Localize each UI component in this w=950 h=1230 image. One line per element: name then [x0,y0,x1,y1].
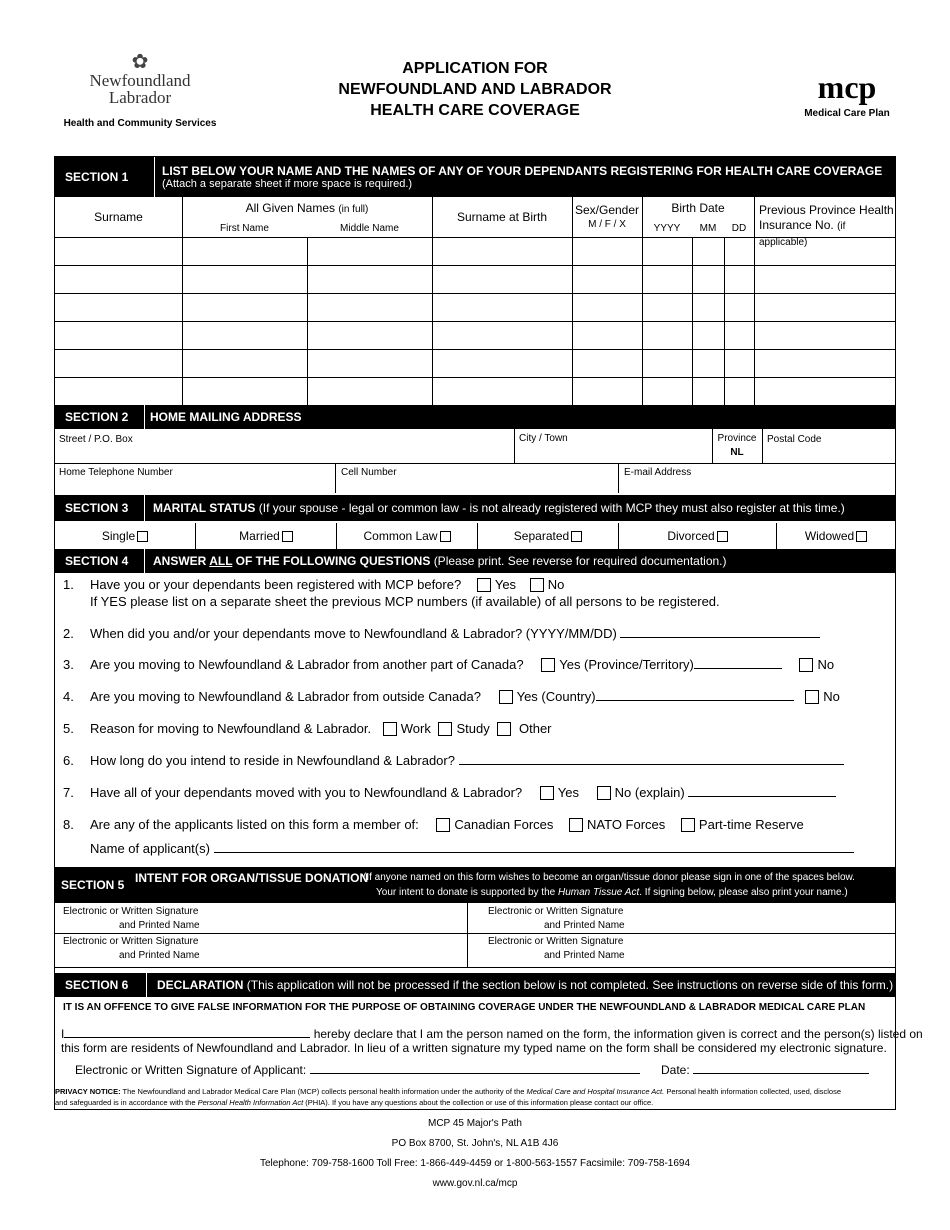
footer-phone: Telephone: 709-758-1600 Toll Free: 1-866-449-4459 or 1-800-563-1557 Facsimile: 709-758-1694 [259,1158,691,1169]
table-col-line [692,237,693,405]
declarant-name-line[interactable] [64,1027,310,1038]
address-row-line [55,463,895,464]
col-surname-at-birth: Surname at Birth [456,210,548,224]
q3-yes-checkbox[interactable] [541,658,555,672]
declaration-date[interactable]: Date: [661,1063,869,1077]
question-6: 6. How long do you intend to reside in Newfoundland & Labrador? [63,753,844,768]
q8-nato-checkbox[interactable] [569,818,583,832]
donor-signature-1[interactable]: Electronic or Written Signature and Printed Name [63,906,200,931]
section1-subheading: (Attach a separate sheet if more space is required.) [162,178,413,190]
applicant-signature[interactable]: Electronic or Written Signature of Applicant: [75,1063,640,1077]
col-previous-province: Previous Province Health Insurance No. (if applicable) [759,203,894,248]
section5-header [55,867,895,903]
sig-row-line [55,967,895,968]
marital-separated[interactable]: Separated [478,523,619,549]
section6-label: SECTION 6 [55,973,147,997]
question-1-note: If YES please list on a separate sheet the previous MCP numbers (if available) of all persons to be registered. [90,594,720,609]
table-line [55,321,895,322]
mcp-logo-subtitle: Medical Care Plan [804,108,890,119]
table-line [55,293,895,294]
q1-yes-checkbox[interactable] [477,578,491,592]
table-line [55,377,895,378]
footer-address1: MCP 45 Major's Path [428,1118,522,1129]
q8-reserve-checkbox[interactable] [681,818,695,832]
question-8-name: Name of applicant(s) [90,841,854,856]
col-dd: DD [731,223,747,234]
col-given-names: All Given Names (in full) [245,201,369,215]
section5-heading: INTENT FOR ORGAN/TISSUE DONATION [135,871,369,885]
q5-other-checkbox[interactable] [497,722,511,736]
street-label: Street / P.O. Box [59,434,133,445]
marital-single[interactable]: Single [55,523,196,549]
marital-common-law[interactable]: Common Law [337,523,478,549]
common-law-checkbox[interactable] [440,531,451,542]
table-line [55,265,895,266]
logo-line1: Newfoundland [89,71,191,90]
section2-heading: HOME MAILING ADDRESS [150,410,302,424]
question-3: 3. Are you moving to Newfoundland & Labrador from another part of Canada? Yes (Province/Territory) No [63,657,835,672]
q5-study-checkbox[interactable] [438,722,452,736]
title-line2: NEWFOUNDLAND AND LABRADOR [338,81,612,98]
question-5: 5. Reason for moving to Newfoundland & Labrador. Work Study Other [63,721,552,736]
col-sex-options: M / F / X [588,219,626,230]
address-col-line [335,463,336,493]
province-value: NL [730,447,744,458]
title-line1: APPLICATION FOR [402,60,548,77]
table-col-line [432,197,433,405]
q4-country-line[interactable] [596,690,794,701]
section4-label: SECTION 4 [55,549,145,573]
province-label: Province [717,433,757,444]
q7-yes-checkbox[interactable] [540,786,554,800]
address-col-line [762,429,763,463]
single-checkbox[interactable] [137,531,148,542]
table-line [55,349,895,350]
table-col-line [724,237,725,405]
footer [0,1114,950,1194]
section2-label: SECTION 2 [55,405,145,429]
section6-header [55,973,895,997]
question-8: 8. Are any of the applicants listed on this form a member of: Canadian Forces NATO Forces Part-time Reserve [63,817,804,832]
table-col-line [572,197,573,405]
section3-heading: MARITAL STATUS [153,501,256,515]
q7-explain-line[interactable] [688,786,836,797]
donor-signature-3[interactable]: Electronic or Written Signature and Printed Name [63,936,200,961]
newfoundland-labrador-logo [60,52,220,129]
sig-row-line [55,933,895,934]
col-birth-date: Birth Date [671,201,725,215]
widowed-checkbox[interactable] [856,531,867,542]
section4-header [55,549,895,573]
section3-header [55,495,895,521]
divorced-checkbox[interactable] [717,531,728,542]
col-sex-gender: Sex/Gender [574,203,640,217]
city-label: City / Town [519,433,568,444]
marital-status-row [55,523,895,549]
declaration-line2: this form are residents of Newfoundland and Labrador. In lieu of a written signature my typed name on the form shall be considered my electronic signature. [61,1041,887,1055]
table-line [55,237,895,238]
form-title [280,58,670,121]
q7-no-checkbox[interactable] [597,786,611,800]
col-surname: Surname [94,210,143,224]
section5-note1: (If anyone named on this form wishes to become an organ/tissue donor please sign in one of the spaces below. [363,872,855,883]
q6-answer-line[interactable] [459,754,844,765]
cell-label: Cell Number [341,467,397,478]
q8-name-line[interactable] [214,842,854,853]
question-4: 4. Are you moving to Newfoundland & Labrador from outside Canada? Yes (Country) No [63,689,840,704]
donor-signature-4[interactable]: Electronic or Written Signature and Printed Name [488,936,625,961]
offence-warning: IT IS AN OFFENCE TO GIVE FALSE INFORMATION FOR THE PURPOSE OF OBTAINING COVERAGE UNDER THE NEWFOUNDLAND & LABRADOR MEDICAL CARE PLAN [63,1002,866,1013]
section2-header [55,405,895,429]
col-yyyy: YYYY [653,223,681,234]
section4-heading: ANSWER ALL OF THE FOLLOWING QUESTIONS [153,554,431,568]
table-col-line [182,197,183,405]
col-first-name: First Name [220,223,269,234]
postal-label: Postal Code [767,434,822,445]
section6-heading: DECLARATION [157,978,244,992]
question-2: 2. When did you and/or your dependants move to Newfoundland & Labrador? (YYYY/MM/DD) [63,626,820,641]
q4-yes-checkbox[interactable] [499,690,513,704]
pitcher-plant-icon: ✿ [131,51,149,73]
mcp-logo [802,70,892,119]
address-col-line [618,463,619,493]
department-name: Health and Community Services [63,118,217,129]
applicant-signature-line[interactable] [310,1063,640,1074]
section1-heading: LIST BELOW YOUR NAME AND THE NAMES OF ANY OF YOUR DEPENDANTS REGISTERING FOR HEALTH CARE COVERAGE [162,164,883,178]
col-mm: MM [699,223,717,234]
table-col-line [307,237,308,405]
marital-divorced[interactable]: Divorced [619,523,777,549]
email-label: E-mail Address [624,467,692,478]
address-col-line [514,429,515,463]
col-middle-name: Middle Name [340,223,399,234]
question-1: 1. Have you or your dependants been registered with MCP before? Yes No [63,577,565,592]
question-7: 7. Have all of your dependants moved with you to Newfoundland & Labrador? Yes No (explain) [63,785,836,802]
marital-widowed[interactable]: Widowed [777,523,895,549]
marital-married[interactable]: Married [196,523,337,549]
section4-note: (Please print. See reverse for required documentation.) [433,554,727,568]
section1-header [55,157,895,197]
section5-note2: Your intent to donate is supported by the Human Tissue Act. If signing below, please also print your name.) [376,887,848,898]
home-phone-label: Home Telephone Number [59,467,173,478]
married-checkbox[interactable] [282,531,293,542]
footer-address2: PO Box 8700, St. John's, NL A1B 4J6 [391,1138,559,1149]
table-col-line [642,197,643,405]
section3-note: (If your spouse - legal or common law - is not already registered with MCP they must also register at this time.) [258,501,845,515]
donor-signature-2[interactable]: Electronic or Written Signature and Printed Name [488,906,625,931]
sig-divider [467,903,468,967]
q5-work-checkbox[interactable] [383,722,397,736]
title-line3: HEALTH CARE COVERAGE [370,102,580,119]
logo-line2: Labrador [108,88,172,107]
section3-label: SECTION 3 [55,495,145,521]
q1-no-checkbox[interactable] [530,578,544,592]
section1-label: SECTION 1 [55,157,155,197]
q2-answer-line[interactable] [620,627,820,638]
q3-no-checkbox[interactable] [799,658,813,672]
footer-website[interactable]: www.gov.nl.ca/mcp [432,1178,518,1189]
q4-no-checkbox[interactable] [805,690,819,704]
table-col-line [754,197,755,405]
q8-canadian-forces-checkbox[interactable] [436,818,450,832]
section6-note: (This application will not be processed if the section below is not completed. See instructions on reverse side of this form.) [246,978,894,992]
declaration-line1: I hereby declare that I am the person named on the form, the information given is correct and the person(s) listed on [61,1027,923,1041]
date-line[interactable] [693,1063,869,1074]
mcp-logo-text: mcp [817,69,877,105]
privacy-notice: PRIVACY NOTICE: The Newfoundland and Labrador Medical Care Plan (MCP) collects personal health information under the authority of the Medical Care and Hospital Insurance Act. Personal health information collected, used, disclose and safeguarded is in accordance with the Personal Health Information Act (PHIA). If you have any questions about the collection or use of this information please contact our office. [55,1087,842,1107]
section5-label: SECTION 5 [61,878,125,892]
q3-province-line[interactable] [694,658,782,669]
application-form [54,156,923,1110]
separated-checkbox[interactable] [571,531,582,542]
